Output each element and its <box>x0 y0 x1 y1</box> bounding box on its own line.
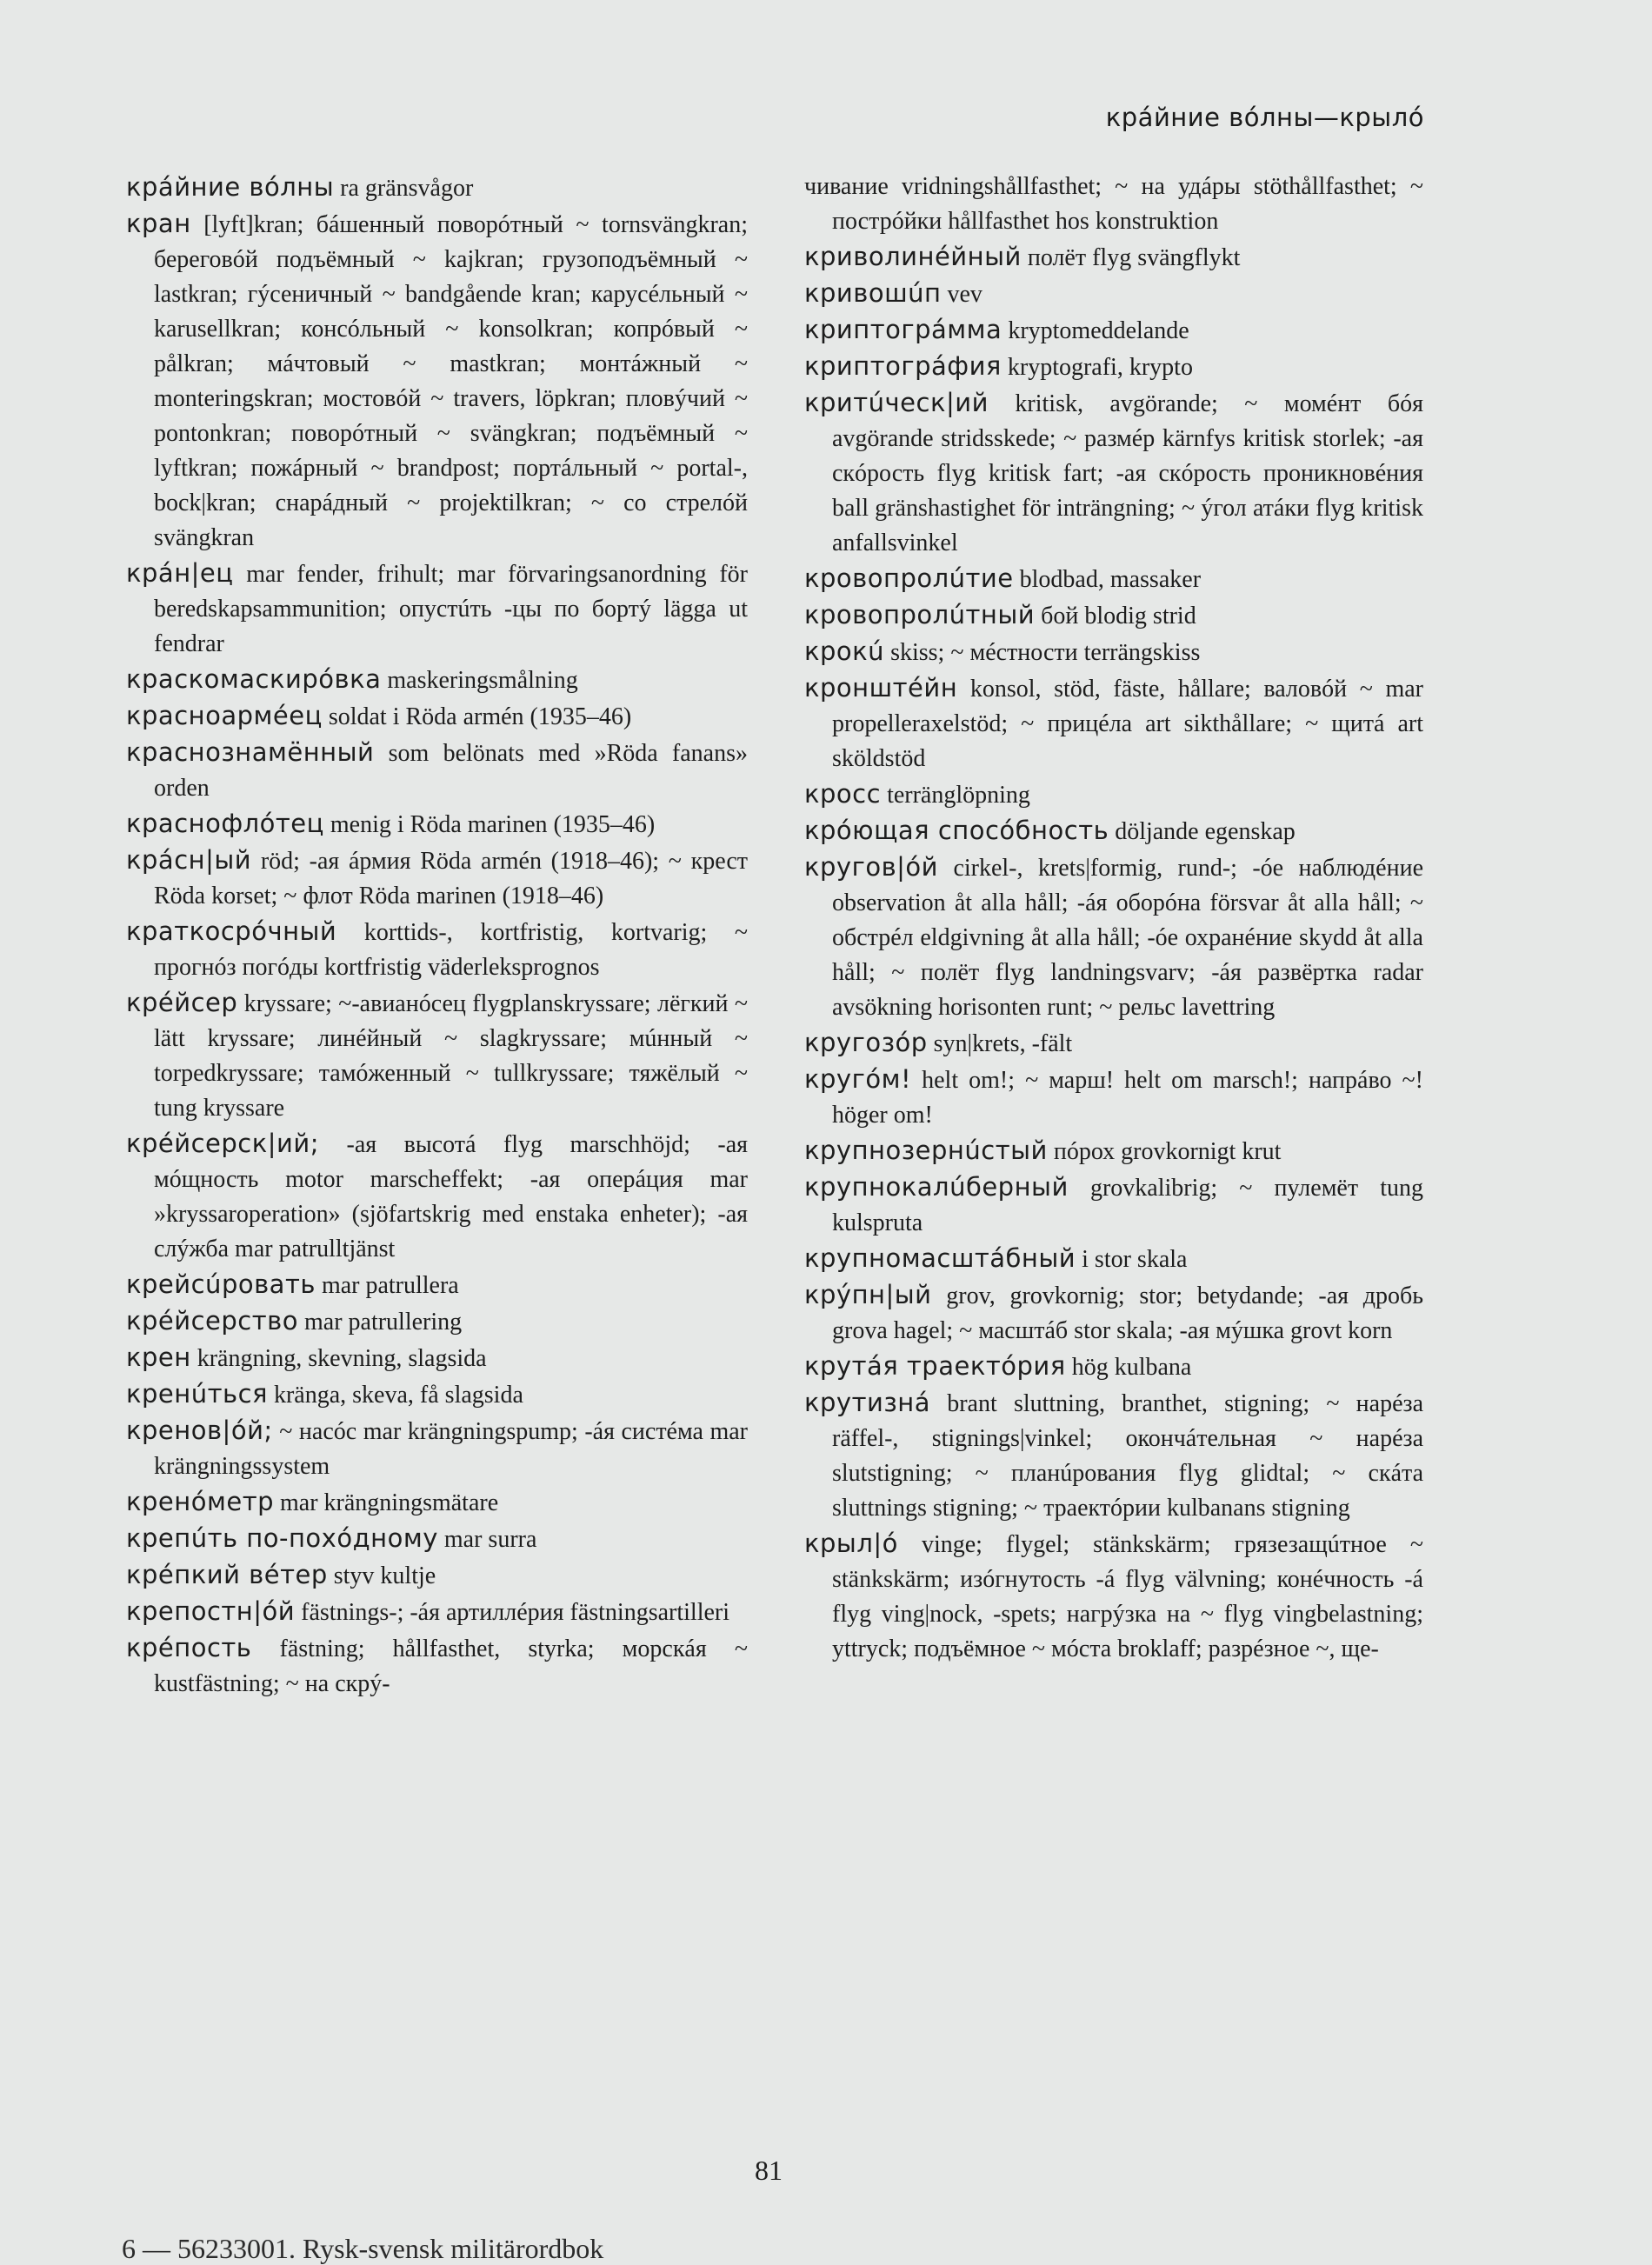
running-header: крáйние вóлны—крылó <box>1105 103 1424 132</box>
dictionary-entry <box>126 698 748 735</box>
entry-definition: skiss; ~ мéстности terrängskiss <box>890 639 1201 666</box>
entry-headword: крáн|ец <box>126 558 234 588</box>
dictionary-entry <box>804 1349 1423 1385</box>
entry-definition: som belönats med »Röda fanans» orden <box>154 740 749 802</box>
entry-headword: криптогрáфия <box>804 351 1002 381</box>
entry-definition: -ая высотá flyg marschhöjd; -ая мóщность motor marscheffekt; -ая оперáция mar »kryssaroperation» (sjöfartskrig med enstaka enheter); -ая слýжба mar patrulltjänst <box>154 1131 749 1262</box>
dictionary-entry <box>804 1277 1423 1349</box>
dictionary-entry <box>804 349 1423 385</box>
entry-definition: i stor skala <box>1082 1246 1188 1273</box>
entry-definition: helt om!; ~ марш! helt om marsch!; напрáво ~! höger om! <box>832 1067 1423 1129</box>
entry-definition: styv kultje <box>333 1562 436 1589</box>
entry-headword: крен <box>126 1342 191 1372</box>
right-column <box>804 170 1423 1667</box>
dictionary-entry <box>804 312 1423 349</box>
entry-definition: чивание vridningshållfasthet; ~ на удáры stöthållfasthet; ~ пострóйки hållfasthet hos konstruktion <box>804 173 1423 235</box>
dictionary-entry <box>126 1126 748 1267</box>
entry-headword: кренов|óй; <box>126 1416 273 1445</box>
entry-definition: kryssare; ~-авианóсец flygplanskryssare; лёгкий ~ lätt kryssare; линéйный ~ slagkryssare; мúнный ~ torpedkryssare; тамóженный ~ tullkryssare; тяжёлый ~ tung kryssare <box>154 990 748 1122</box>
entry-definition: бой blodig strid <box>1041 603 1196 630</box>
entry-definition: terränglöpning <box>887 782 1030 809</box>
dictionary-entry <box>804 170 1423 239</box>
entry-headword: кренóметр <box>126 1487 274 1516</box>
dictionary-entry <box>126 914 748 985</box>
entry-definition: kritisk, avgörande; ~ момéнт бóя avgörande stridsskede; ~ размéр kärnfys kritisk storlek; -ая скóрость flyg kritisk fart; -ая скóрость проникновéния ball gränshastighet för inträngning; ~ ýгол атáки flyg kritisk anfallsvinkel <box>832 390 1423 556</box>
dictionary-entry <box>126 206 748 556</box>
entry-headword: краснознамённый <box>126 737 375 767</box>
entry-headword: крейсúровать <box>126 1269 316 1299</box>
entry-headword: крупномасштáбный <box>804 1243 1076 1273</box>
entry-definition: пóрох grovkornigt krut <box>1053 1138 1282 1165</box>
dictionary-entry <box>804 1385 1423 1526</box>
dictionary-entry <box>126 1630 748 1702</box>
entry-headword: крéпкий вéтер <box>126 1560 328 1589</box>
dictionary-entry <box>804 1025 1423 1062</box>
left-column <box>126 170 748 1702</box>
dictionary-entry <box>126 985 748 1126</box>
entry-headword: кран <box>126 209 191 238</box>
entry-headword: критúческ|ий <box>804 388 989 417</box>
entry-definition: grov, grovkornig; stor; betydande; -ая дробь grova hagel; ~ масштáб stor skala; -ая мýшка grovt korn <box>832 1282 1424 1344</box>
dictionary-entry <box>804 813 1423 849</box>
entry-definition: korttids-, kortfristig, kortvarig; ~ прогнóз погóды kortfristig väderleksprognos <box>154 919 749 981</box>
dictionary-entry <box>126 1413 748 1484</box>
dictionary-entry <box>804 385 1423 561</box>
entry-headword: крáсн|ый <box>126 845 252 875</box>
entry-headword: кровопролúтие <box>804 563 1014 593</box>
page-footer: 6 — 56233001. Rysk-svensk militärordbok <box>122 2233 604 2264</box>
entry-definition: полёт flyg svängflykt <box>1027 244 1241 271</box>
dictionary-entry <box>804 1526 1423 1667</box>
dictionary-entry <box>804 1062 1423 1133</box>
entry-headword: крупнозернúстый <box>804 1136 1048 1165</box>
entry-headword: крокú <box>804 636 885 666</box>
page-number: 81 <box>755 2155 783 2186</box>
entry-definition: fästnings-; -áя артиллéрия fästningsartilleri <box>301 1599 729 1626</box>
entry-definition: kränga, skeva, få slagsida <box>273 1382 523 1409</box>
entry-definition: ra gränsvågor <box>340 175 474 202</box>
entry-headword: краснофлóтец <box>126 809 324 838</box>
dictionary-entry <box>126 170 748 206</box>
entry-headword: крéйсерск|ий; <box>126 1129 320 1158</box>
entry-definition: fästning; hållfasthet, styrka; морскáя ~ kustfästning; ~ на скрý- <box>154 1635 749 1697</box>
entry-definition: brant sluttning, branthet, stigning; ~ нарéза räffel-, stignings|vinkel; окончáтельная ~ нарéза slutstigning; ~ планúрования flyg glidtal; ~ скáта sluttnings stigning; ~ траектóрии kulbanans stigning <box>832 1390 1424 1522</box>
entry-definition: [lyft]kran; бáшенный поворóтный ~ tornsvängkran; береговóй подъёмный ~ kajkran; грузоподъёмный ~ lastkran; гýсеничный ~ bandgående kran; карусéльный ~ karusellkran; консóльный ~ konsolkran; копрóвый ~ pålkran; мáчтовый ~ mastkran; монтáжный ~ monteringskran; мостовóй ~ travers, löpkran; пловýчий ~ pontonkran; поворóтный ~ svängkran; подъёмный ~ lyftkran; пожáрный ~ brandpost; портáльный ~ portal-, bock|kran; снарáдный ~ projektilkran; ~ со стрелóй svängkran <box>154 211 748 551</box>
dictionary-entry <box>126 662 748 698</box>
dictionary-entry <box>804 670 1423 776</box>
entry-definition: vinge; flygel; stänkskärm; грязезащúтное ~ stänkskärm; изóгнутость -á flyg välvning; конéчность -á flyg ving|nock, -spets; нагрýзка на ~ flyg vingbelastning; yttryck; подъёмное ~ мóста broklaff; разрéзное ~, ще- <box>832 1531 1423 1662</box>
entry-definition: grovkalibrig; ~ пулемёт tung kulspruta <box>832 1175 1423 1236</box>
dictionary-entry <box>126 735 748 806</box>
entry-headword: криволинéйный <box>804 242 1022 271</box>
entry-definition: mar patrullera <box>321 1272 459 1299</box>
dictionary-entry <box>804 1169 1423 1241</box>
dictionary-entry <box>804 597 1423 634</box>
entry-definition: vev <box>947 281 983 308</box>
entry-headword: крутáя траектóрия <box>804 1351 1066 1381</box>
entry-headword: криптогрáмма <box>804 315 1003 344</box>
entry-headword: кронштéйн <box>804 673 958 703</box>
dictionary-entry <box>804 239 1423 276</box>
entry-headword: крéпость <box>126 1633 252 1662</box>
entry-headword: крупнокалúберный <box>804 1172 1069 1202</box>
entry-definition: döljande egenskap <box>1115 818 1296 845</box>
entry-definition: kryptomeddelande <box>1008 317 1189 344</box>
entry-headword: кровопролúтный <box>804 600 1036 630</box>
dictionary-entry <box>126 1340 748 1376</box>
entry-headword: кренúться <box>126 1379 268 1409</box>
entry-definition: ~ насóс mar krängningspump; -áя систéма mar krängningssystem <box>154 1418 749 1480</box>
entry-headword: кросс <box>804 779 882 809</box>
entry-definition: hög kulbana <box>1071 1354 1192 1381</box>
entry-headword: крепостн|óй <box>126 1596 296 1626</box>
dictionary-entry <box>126 1557 748 1594</box>
dictionary-entry <box>126 1376 748 1413</box>
entry-definition: cirkel-, krets|formig, rund-; -óе наблюдéние observation åt alla håll; -áя оборóна försvar åt alla håll; ~ обстрéл eldgivning åt alla håll; -óе охранéние skydd åt alla håll; ~ полёт flyg landningsvarv; -áя развёртка radar avsökning horisonten runt; ~ рельс lavettring <box>832 855 1424 1021</box>
entry-headword: крутизнá <box>804 1388 930 1417</box>
dictionary-entry <box>126 556 748 662</box>
entry-definition: mar fender, frihult; mar förvaringsanordning för beredskapsammunition; опустúть -цы по бортý lägga ut fendrar <box>154 561 749 657</box>
entry-headword: крéйсер <box>126 988 238 1017</box>
dictionary-entry <box>126 843 748 914</box>
dictionary-entry <box>804 276 1423 312</box>
dictionary-entry <box>126 806 748 843</box>
entry-headword: краткосрóчный <box>126 916 337 946</box>
entry-headword: краскомаскирóвка <box>126 664 382 694</box>
dictionary-entry <box>804 776 1423 813</box>
entry-definition: soldat i Röda armén (1935–46) <box>328 703 632 730</box>
entry-definition: menig i Röda marinen (1935–46) <box>330 811 656 838</box>
dictionary-entry <box>126 1303 748 1340</box>
entry-definition: blodbad, massaker <box>1019 566 1202 593</box>
entry-definition: konsol, stöd, fäste, hållare; валовóй ~ mar propelleraxelstöd; ~ прицéла art sikthållare; ~ щитá art sköldstöd <box>832 676 1423 772</box>
entry-headword: крýпн|ый <box>804 1280 932 1309</box>
entry-definition: mar krängningsmätare <box>280 1489 499 1516</box>
dictionary-entry <box>126 1521 748 1557</box>
entry-headword: кривошúп <box>804 278 942 308</box>
entry-headword: крáйние вóлны <box>126 172 335 202</box>
entry-definition: syn|krets, -fält <box>933 1030 1073 1057</box>
entry-headword: крóющая спосóбность <box>804 816 1109 845</box>
entry-headword: кругов|óй <box>804 852 939 882</box>
entry-headword: кругозóр <box>804 1028 928 1057</box>
dictionary-entry <box>804 634 1423 670</box>
entry-definition: röd; -ая áрмия Röda armén (1918–46); ~ крест Röda korset; ~ флот Röda marinen (1918–46) <box>154 848 749 909</box>
dictionary-entry <box>126 1484 748 1521</box>
entry-definition: maskeringsmålning <box>387 667 578 694</box>
dictionary-entry <box>126 1594 748 1630</box>
entry-definition: kryptografi, krypto <box>1007 354 1193 381</box>
entry-headword: кругóм! <box>804 1064 912 1094</box>
entry-headword: крыл|ó <box>804 1529 898 1558</box>
dictionary-entry <box>804 561 1423 597</box>
dictionary-entry <box>126 1267 748 1303</box>
dictionary-entry <box>804 1133 1423 1169</box>
entry-definition: mar patrullering <box>303 1309 463 1336</box>
entry-definition: mar surra <box>443 1526 537 1553</box>
entry-headword: красноармéец <box>126 701 323 730</box>
entry-definition: krängning, skevning, slagsida <box>197 1345 487 1372</box>
entry-headword: крéйсерство <box>126 1306 298 1336</box>
entry-headword: крепúть по-похóдному <box>126 1523 438 1553</box>
dictionary-entry <box>804 849 1423 1025</box>
dictionary-entry <box>804 1241 1423 1277</box>
